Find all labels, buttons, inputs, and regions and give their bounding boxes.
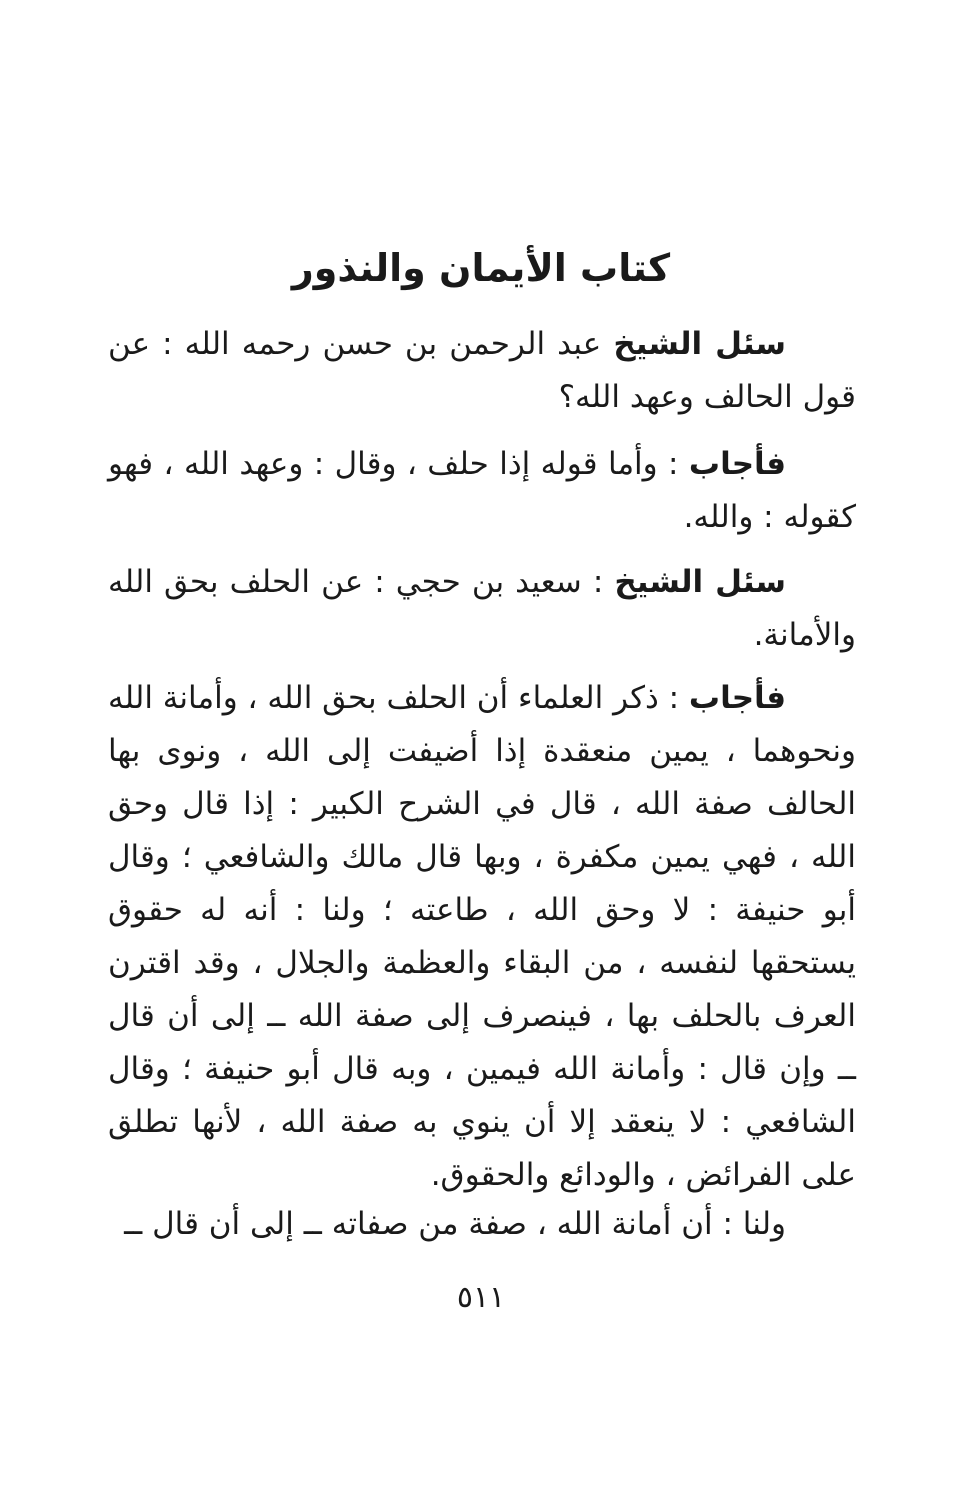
paragraph-lead: سئل الشيخ	[614, 564, 786, 600]
paragraph-lead: فأجاب	[688, 680, 786, 716]
paragraph-answer-2	[108, 672, 856, 1202]
paragraph-text: : وأما قوله إذا حلف ، وقال : وعهد الله ، فهو كقوله : والله.	[108, 446, 856, 535]
paragraph-text: عبد الرحمن بن حسن رحمه الله : عن قول الحالف وعهد الله؟	[108, 326, 856, 415]
paragraph-question-2	[108, 556, 856, 662]
paragraph-lead: فأجاب	[688, 446, 786, 482]
paragraph-lead: سئل الشيخ	[613, 326, 786, 362]
chapter-title: كتاب الأيمان والنذور	[291, 246, 671, 290]
paragraph-text: : ذكر العلماء أن الحلف بحق الله ، وأمانة الله ونحوهما ، يمين منعقدة إذا أضيفت إلى الله ، ونوى بها الحالف صفة الله ، قال في الشرح الكبير : إذا قال وحق الله ، فهي يمين مكفرة ، وبها قال مالك والشافعي ؛ وقال أبو حنيفة : لا وحق الله ، طاعته ؛ ولنا : أنه له حقوق يستحقها لنفسه ، من البقاء والعظمة والجلال ، وقد اقترن العرف بالحلف بها ، فينصرف إلى صفة الله ــ إلى أن قال ــ وإن قال : وأمانة الله فيمين ، وبه قال أبو حنيفة ؛ وقال الشافعي : لا ينعقد إلا أن ينوي به صفة الله ، لأنها تطلق على الفرائض ، والودائع والحقوق.	[107, 680, 856, 1193]
paragraph-text: ولنا : أن أمانة الله ، صفة من صفاته ــ إلى أن قال ــ	[124, 1206, 786, 1242]
page-number: ٥١١	[456, 1280, 506, 1315]
paragraph-text: : سعيد بن حجي : عن الحلف بحق الله والأمانة.	[108, 564, 856, 653]
paragraph-answer-1	[108, 438, 856, 544]
paragraph-continuation	[108, 1198, 856, 1251]
paragraph-question-1	[108, 318, 856, 424]
